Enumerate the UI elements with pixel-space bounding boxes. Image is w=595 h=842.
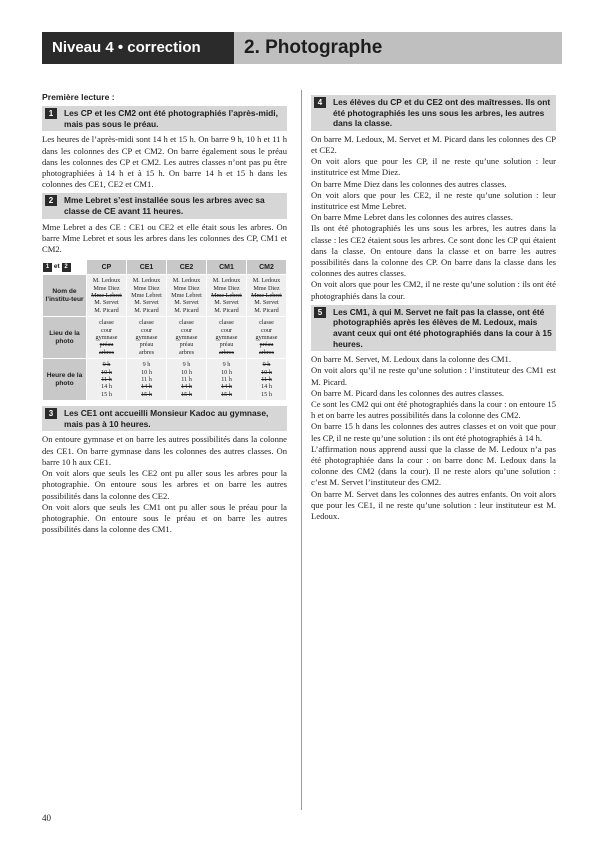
answer-paragraph: Ce sont les CM2 qui ont été photographiés dans la cour : on entoure 15 h et on barre les autres possibilités dans la colonne des CM2. (311, 399, 556, 421)
grid-cell: classe cour gymnase préau arbres (167, 317, 207, 359)
question-number: 5 (314, 307, 326, 318)
answer-paragraph: On voit alors que pour les CP, il ne reste qu’une solution : leur institutrice est Mme Diez. (311, 156, 556, 178)
page-header (42, 32, 562, 64)
step-badge: 1 (43, 263, 52, 272)
answer-paragraph: On barre M. Servet dans les colonnes des autres enfants. On voit alors que pour les CE1, il ne reste qu’une solution : leur instituteur est M. Ledoux. (311, 488, 556, 522)
row-header: Heure de la photo (43, 359, 87, 401)
grid-cell: 9 h 10 h 11 h 14 h 15 h (247, 359, 287, 401)
question-number: 4 (314, 97, 326, 108)
grid-cell: classe cour gymnase préau arbres (207, 317, 247, 359)
answer-paragraph: On barre 15 h dans les colonnes des autres classes et on voit que pour les CP, il ne reste qu’une solution : ils ont été photographiés à 14 h. (311, 421, 556, 443)
question-title: Les CP et les CM2 ont été photographiés l’après-midi, mais pas sous le préau. (64, 108, 278, 129)
question-box-4 (311, 95, 556, 131)
column-header: CM2 (247, 260, 287, 275)
left-column (42, 92, 287, 535)
answer-paragraph: L’affirmation nous apprend aussi que la classe de M. Ledoux n’a pas été photographiée dans la cour : on barre donc M. Ledoux dans la colonne des CM2 (dans la cour). Il ne reste alors qu’une solution : c’est M. Servet l’instituteur des CM2. (311, 443, 556, 488)
grid-cell: M. Ledoux Mme Diez Mme Lebret M. Servet M. Picard (207, 275, 247, 317)
right-column (311, 92, 556, 522)
column-header: CE2 (167, 260, 207, 275)
page-title: 2. Photographe (244, 37, 383, 58)
question-box-3 (42, 406, 287, 431)
answer-paragraph: On barre Mme Lebret dans les colonnes des autres classes. (311, 212, 513, 223)
question-title: Les CM1, à qui M. Servet ne fait pas la classe, ont été photographiés après les élèves de M. Ledoux, mais avant ceux qui ont été photographiés dans la cour à 15 heures. (333, 306, 552, 349)
grid-corner (43, 260, 87, 275)
grid-cell: M. Ledoux Mme Diez Mme Lebret M. Servet M. Picard (127, 275, 167, 317)
answer-paragraph: Les heures de l’après-midi sont 14 h et 15 h. On barre 9 h, 10 h et 11 h dans les colonnes des CP et CM2. On barre également sous le préau dans les colonnes des CP et CM2. Les autres classes n’ont pas pu être photographiées à 14 h et à 15 h. On barre 14 h et 15 h dans les colonnes des CE1, CE2 et CM1. (42, 134, 287, 190)
column-header: CE1 (127, 260, 167, 275)
question-title: Les élèves du CP et du CE2 ont des maîtresses. Ils ont été photographiés les uns sous les arbres, les autres dans la classe. (333, 97, 551, 129)
answer-paragraph: On barre Mme Diez dans les colonnes des autres classes. (311, 178, 507, 189)
grid-cell: 9 h 10 h 11 h 14 h 15 h (127, 359, 167, 401)
grid-cell: 9 h 10 h 11 h 14 h 15 h (87, 359, 127, 401)
grid-cell: 9 h 10 h 11 h 14 h 15 h (167, 359, 207, 401)
column-divider (301, 90, 302, 810)
grid-cell: M. Ledoux Mme Diez Mme Lebret M. Servet M. Picard (87, 275, 127, 317)
answer-paragraph: On barre M. Ledoux, M. Servet et M. Picard dans les colonnes des CP et CE2. (311, 133, 556, 155)
question-title: Mme Lebret s’est installée sous les arbres avec sa classe de CE avant 11 heures. (64, 195, 265, 216)
question-number: 2 (45, 195, 57, 206)
row-header: Lieu de la photo (43, 317, 87, 359)
grid-cell: M. Ledoux Mme Diez Mme Lebret M. Servet M. Picard (247, 275, 287, 317)
corner-label: et (53, 262, 60, 270)
row-header: Nom de l’institu-teur (43, 275, 87, 317)
column-header: CM1 (207, 260, 247, 275)
answer-paragraph: On voit alors que pour les CM2, il ne reste qu’une solution : ils ont été photographiés dans la cour. (311, 279, 556, 301)
question-box-5 (311, 305, 556, 351)
answer-paragraph: On barre M. Servet, M. Ledoux dans la colonne des CM1. (311, 354, 512, 365)
grid-cell: classe cour gymnase préau arbres (127, 317, 167, 359)
grid-cell: 9 h 10 h 11 h 14 h 15 h (207, 359, 247, 401)
page-number: 40 (42, 813, 51, 823)
answer-paragraph: On voit alors que seuls les CM1 ont pu aller sous le préau pour la photographie. On entoure sous le préau et on barre les autres possibilités dans la colonne des CM1. (42, 501, 287, 535)
question-box-1 (42, 106, 287, 131)
step-badge: 2 (62, 263, 71, 272)
answer-paragraph: On voit alors que pour les CE2, il ne reste qu’une solution : leur institutrice est Mme Lebret. (311, 189, 556, 211)
answer-paragraph: On voit alors qu’il ne reste qu’une solution : l’instituteur des CM1 est M. Picard. (311, 365, 556, 387)
grid-cell: M. Ledoux Mme Diez Mme Lebret M. Servet M. Picard (167, 275, 207, 317)
level-label: Niveau 4 • correction (42, 32, 234, 64)
answer-paragraph: On entoure gymnase et on barre les autres possibilités dans la colonne des CE1. On barre gymnase dans les colonnes des autres classes. On barre 10 h aux CE1. (42, 434, 287, 467)
question-number: 3 (45, 408, 57, 419)
question-number: 1 (45, 108, 57, 119)
question-box-2 (42, 193, 287, 218)
answer-paragraph: Ils ont été photographiés les uns sous les arbres, les autres dans la classe : les CE2 étaient sous les arbres. Ce sont donc les CP qui étaient dans la classe. On entoure dans la classe et on barre les autres possibilités dans la colonne des CP. On barre dans la classe dans les colonnes des autres classes. (311, 223, 556, 279)
answer-paragraph: Mme Lebret a des CE : CE1 ou CE2 et elle était sous les arbres. On barre Mme Lebret et sous les arbres dans les colonnes des CP, CM1 et CM2. (42, 221, 287, 254)
column-header: CP (87, 260, 127, 275)
answer-paragraph: On barre M. Picard dans les colonnes des autres classes. (311, 387, 505, 398)
grid-cell: classe cour gymnase préau arbres (87, 317, 127, 359)
grid-cell: classe cour gymnase préau arbres (247, 317, 287, 359)
subheading: Première lecture : (42, 92, 115, 102)
answer-paragraph: On voit alors que seuls les CE2 ont pu aller sous les arbres pour la photographie. On entoure sous les arbres et on barre les autres possibilités dans la colonne des CE2. (42, 468, 287, 501)
question-title: Les CE1 ont accueilli Monsieur Kadoc au gymnase, mais pas à 10 heures. (64, 408, 269, 429)
logic-grid-1 (42, 259, 287, 401)
